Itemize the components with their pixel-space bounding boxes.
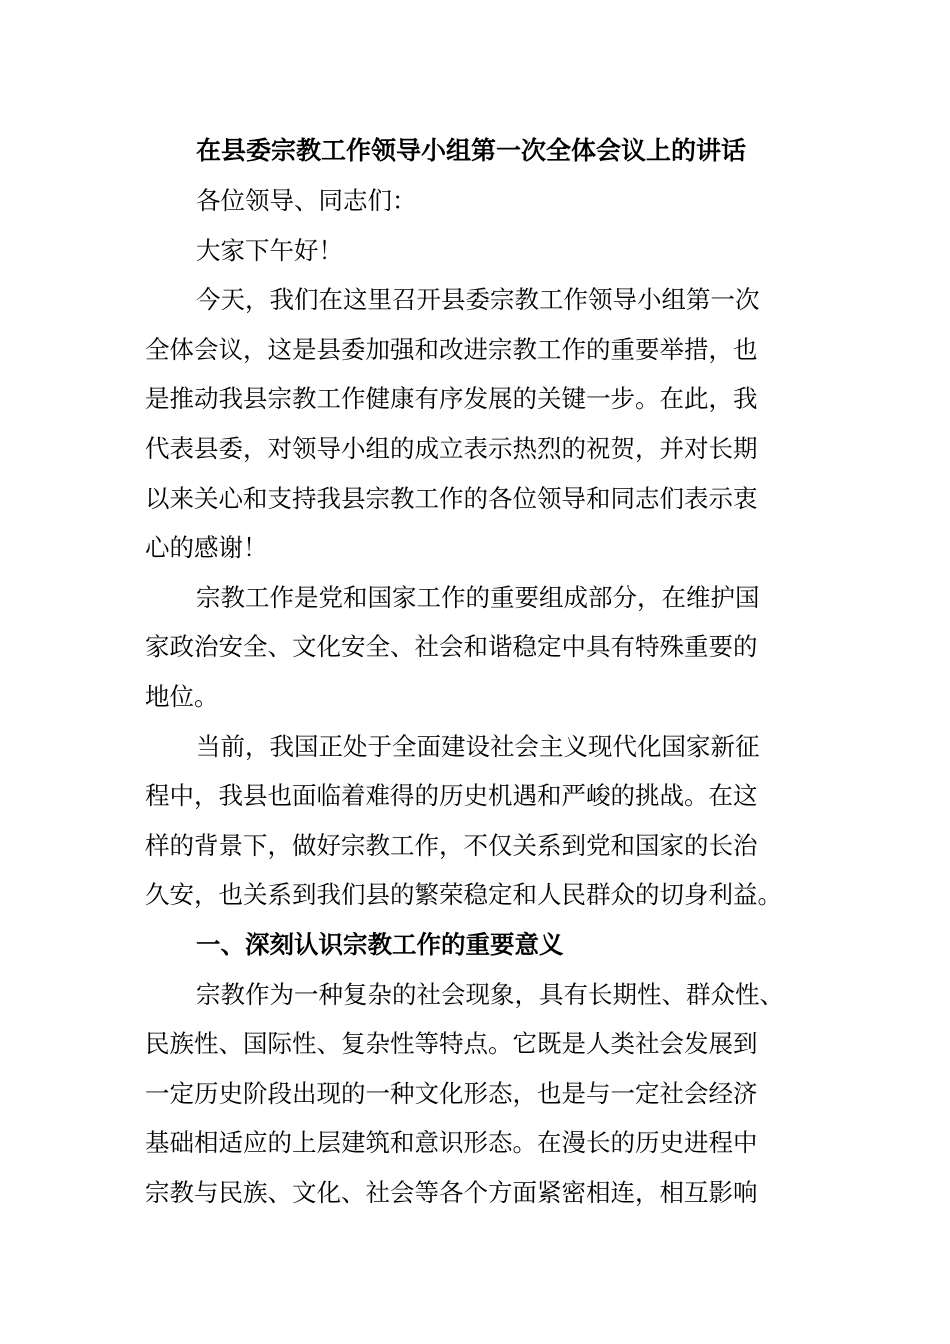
text-line: 地位。	[145, 681, 219, 711]
document-title: 在县委宗教工作领导小组第一次全体会议上的讲话	[196, 136, 747, 165]
greeting: 大家下午好！	[196, 235, 343, 265]
text-line: 全体会议，这是县委加强和改进宗教工作的重要举措，也	[145, 334, 758, 364]
salutation: 各位领导、同志们：	[196, 186, 417, 215]
text-line: 宗教工作是党和国家工作的重要组成部分，在维护国	[196, 582, 760, 612]
text-line: 心的感谢！	[145, 533, 268, 563]
text-line: 民族性、国际性、复杂性等特点。它既是人类社会发展到	[145, 1029, 758, 1059]
document-body	[145, 126, 815, 1217]
text-line: 宗教与民族、文化、社会等各个方面紧密相连，相互影响	[145, 1177, 758, 1207]
paragraph-opening	[145, 275, 815, 573]
text-line: 家政治安全、文化安全、社会和谐稳定中具有特殊重要的	[145, 632, 758, 662]
text-line: 一定历史阶段出现的一种文化形态，也是与一定社会经济	[145, 1078, 758, 1108]
text-line: 样的背景下，做好宗教工作，不仅关系到党和国家的长治	[145, 830, 758, 860]
text-line: 基础相适应的上层建筑和意识形态。在漫长的历史进程中	[145, 1128, 758, 1158]
section-heading: 一、深刻认识宗教工作的重要意义	[196, 929, 564, 959]
paragraph-section1	[145, 970, 815, 1218]
text-line: 是推动我县宗教工作健康有序发展的关键一步。在此，我	[145, 384, 758, 414]
text-line: 宗教作为一种复杂的社会现象，具有长期性、群众性、	[196, 979, 784, 1009]
text-line: 以来关心和支持我县宗教工作的各位领导和同志们表示衷	[145, 483, 758, 513]
text-line: 久安，也关系到我们县的繁荣稳定和人民群众的切身利益。	[145, 880, 782, 910]
text-line: 今天，我们在这里召开县委宗教工作领导小组第一次	[196, 285, 760, 315]
text-line: 代表县委，对领导小组的成立表示热烈的祝贺，并对长期	[145, 433, 758, 463]
text-line: 程中，我县也面临着难得的历史机遇和严峻的挑战。在这	[145, 781, 758, 811]
text-line: 当前，我国正处于全面建设社会主义现代化国家新征	[196, 731, 760, 761]
paragraph-background	[145, 722, 815, 920]
paragraph-importance	[145, 573, 815, 722]
